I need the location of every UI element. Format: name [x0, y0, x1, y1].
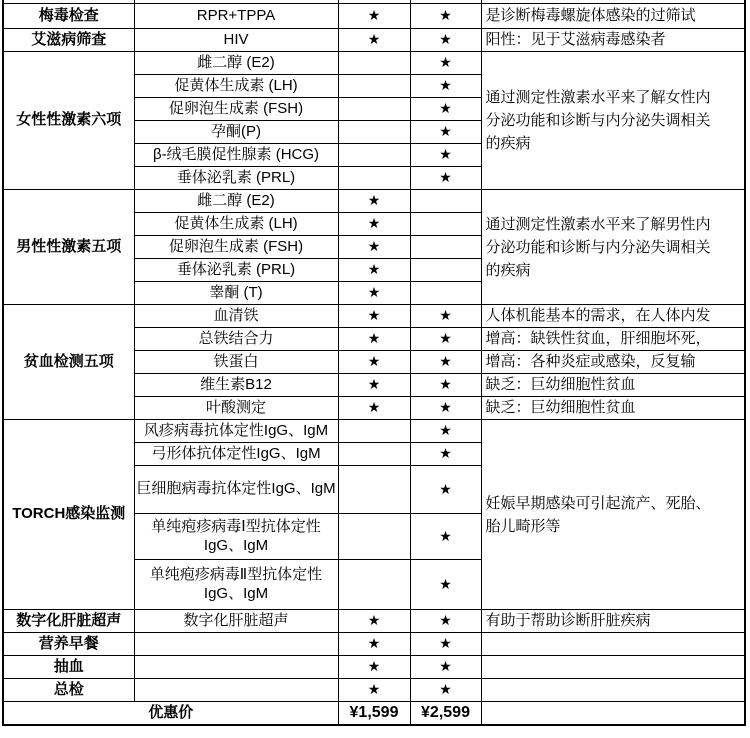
package1-star-cell — [338, 144, 410, 167]
package2-star-cell — [410, 259, 481, 282]
package1-star-cell: ★ — [338, 656, 410, 679]
item-cell: 促卵泡生成素 (FSH) — [134, 236, 338, 259]
package2-star-cell: ★ — [410, 75, 481, 98]
package2-star-cell: ★ — [410, 466, 481, 514]
package2-star-cell: ★ — [410, 443, 481, 466]
category-cell-torch: TORCH感染监测 — [3, 420, 134, 610]
package2-star-cell: ★ — [410, 420, 481, 443]
desc-cell — [481, 679, 745, 702]
table-row — [3, 633, 745, 656]
desc-cell: 人体机能基本的需求，在人体内发 — [481, 305, 745, 328]
item-cell: 睾酮 (T) — [134, 282, 338, 305]
package1-star-cell — [338, 466, 410, 514]
package2-star-cell: ★ — [410, 560, 481, 610]
category-cell-general-check: 总检 — [3, 679, 134, 702]
package2-star-cell — [410, 190, 481, 213]
item-cell: HIV — [134, 29, 338, 52]
item-cell: 风疹病毒抗体定性IgG、IgM — [134, 420, 338, 443]
category-cell-blood-draw: 抽血 — [3, 656, 134, 679]
category-cell-anemia: 贫血检测五项 — [3, 305, 134, 420]
desc-cell — [481, 656, 745, 679]
category-cell-male-hormones: 男性性激素五项 — [3, 190, 134, 305]
package2-star-cell: ★ — [410, 305, 481, 328]
desc-cell: 有助于帮助诊断肝脏疾病 — [481, 610, 745, 633]
package2-price: ¥2,599 — [410, 702, 481, 726]
package2-star-cell — [410, 213, 481, 236]
item-cell: 单纯疱疹病毒Ⅰ型抗体定性IgG、IgM — [134, 514, 338, 560]
item-cell: 血清铁 — [134, 305, 338, 328]
item-cell — [134, 679, 338, 702]
package1-star-cell: ★ — [338, 633, 410, 656]
desc-cell: 缺乏：巨幼细胞性贫血 — [481, 374, 745, 397]
item-cell: 铁蛋白 — [134, 351, 338, 374]
package2-star-cell: ★ — [410, 98, 481, 121]
desc-cell: 增高：各种炎症或感染，反复输 — [481, 351, 745, 374]
item-cell — [134, 633, 338, 656]
package2-star-cell: ★ — [410, 679, 481, 702]
item-cell: 单纯疱疹病毒Ⅱ型抗体定性IgG、IgM — [134, 560, 338, 610]
category-cell-female-hormones: 女性性激素六项 — [3, 52, 134, 190]
item-cell: 促卵泡生成素 (FSH) — [134, 98, 338, 121]
table-row — [3, 656, 745, 679]
package2-star-cell: ★ — [410, 4, 481, 29]
package2-star-cell: ★ — [410, 514, 481, 560]
item-cell: 垂体泌乳素 (PRL) — [134, 259, 338, 282]
package1-star-cell: ★ — [338, 29, 410, 52]
package2-star-cell — [410, 282, 481, 305]
package1-star-cell — [338, 75, 410, 98]
package2-star-cell: ★ — [410, 351, 481, 374]
package1-star-cell: ★ — [338, 374, 410, 397]
table-row — [3, 29, 745, 52]
package1-star-cell: ★ — [338, 397, 410, 420]
package2-star-cell: ★ — [410, 121, 481, 144]
desc-cell: 阳性：见于艾滋病毒感染者 — [481, 29, 745, 52]
item-cell: 雌二醇 (E2) — [134, 190, 338, 213]
desc-cell: 妊娠早期感染可引起流产、死胎、胎儿畸形等 — [481, 420, 745, 610]
package1-star-cell — [338, 167, 410, 190]
item-cell — [134, 656, 338, 679]
table-row — [3, 420, 745, 443]
item-cell: RPR+TPPA — [134, 4, 338, 29]
desc-cell: 增高：缺铁性贫血，肝细胞坏死， — [481, 328, 745, 351]
package1-star-cell: ★ — [338, 213, 410, 236]
package2-star-cell: ★ — [410, 397, 481, 420]
package2-star-cell: ★ — [410, 52, 481, 75]
package2-star-cell: ★ — [410, 633, 481, 656]
package2-star-cell: ★ — [410, 656, 481, 679]
item-cell: 弓形体抗体定性IgG、IgM — [134, 443, 338, 466]
item-cell: 垂体泌乳素 (PRL) — [134, 167, 338, 190]
package2-star-cell: ★ — [410, 610, 481, 633]
item-cell: 孕酮(P) — [134, 121, 338, 144]
table-row — [3, 610, 745, 633]
package1-star-cell: ★ — [338, 351, 410, 374]
package2-star-cell: ★ — [410, 374, 481, 397]
item-cell: 维生素B12 — [134, 374, 338, 397]
category-cell-breakfast: 营养早餐 — [3, 633, 134, 656]
item-cell: 总铁结合力 — [134, 328, 338, 351]
package1-star-cell: ★ — [338, 190, 410, 213]
package1-star-cell — [338, 514, 410, 560]
desc-cell — [481, 633, 745, 656]
package1-star-cell: ★ — [338, 236, 410, 259]
item-cell: 促黄体生成素 (LH) — [134, 213, 338, 236]
package1-star-cell — [338, 121, 410, 144]
item-cell: 雌二醇 (E2) — [134, 52, 338, 75]
package2-star-cell: ★ — [410, 29, 481, 52]
package1-star-cell: ★ — [338, 305, 410, 328]
price-row — [3, 702, 745, 726]
table-row — [3, 679, 745, 702]
package1-star-cell — [338, 98, 410, 121]
package1-star-cell: ★ — [338, 610, 410, 633]
package1-star-cell — [338, 52, 410, 75]
package1-star-cell: ★ — [338, 328, 410, 351]
package1-price: ¥1,599 — [338, 702, 410, 726]
table-row — [3, 52, 745, 75]
item-cell: β-绒毛膜促性腺素 (HCG) — [134, 144, 338, 167]
table-row — [3, 305, 745, 328]
package-comparison-table — [2, 0, 746, 726]
table-row — [3, 190, 745, 213]
item-cell: 叶酸测定 — [134, 397, 338, 420]
category-cell-syphilis: 梅毒检查 — [3, 4, 134, 29]
package1-star-cell — [338, 443, 410, 466]
package1-star-cell — [338, 420, 410, 443]
desc-cell: 通过测定性激素水平来了解男性内分泌功能和诊断与内分泌失调相关的疾病 — [481, 190, 745, 305]
item-cell: 促黄体生成素 (LH) — [134, 75, 338, 98]
package2-star-cell: ★ — [410, 328, 481, 351]
package1-star-cell: ★ — [338, 282, 410, 305]
desc-cell: 缺乏：巨幼细胞性贫血 — [481, 397, 745, 420]
discount-price-label: 优惠价 — [3, 702, 338, 726]
table-row — [3, 4, 745, 29]
category-cell-hiv: 艾滋病筛查 — [3, 29, 134, 52]
package1-star-cell — [338, 560, 410, 610]
category-cell-liver-ultrasound: 数字化肝脏超声 — [3, 610, 134, 633]
item-cell: 数字化肝脏超声 — [134, 610, 338, 633]
package2-star-cell: ★ — [410, 167, 481, 190]
package1-star-cell: ★ — [338, 4, 410, 29]
desc-cell — [481, 702, 745, 726]
package2-star-cell — [410, 236, 481, 259]
package2-star-cell: ★ — [410, 144, 481, 167]
desc-cell: 通过测定性激素水平来了解女性内分泌功能和诊断与内分泌失调相关的疾病 — [481, 52, 745, 190]
desc-cell: 是诊断梅毒螺旋体感染的过筛试 — [481, 4, 745, 29]
item-cell: 巨细胞病毒抗体定性IgG、IgM — [134, 466, 338, 514]
package1-star-cell: ★ — [338, 259, 410, 282]
package1-star-cell: ★ — [338, 679, 410, 702]
